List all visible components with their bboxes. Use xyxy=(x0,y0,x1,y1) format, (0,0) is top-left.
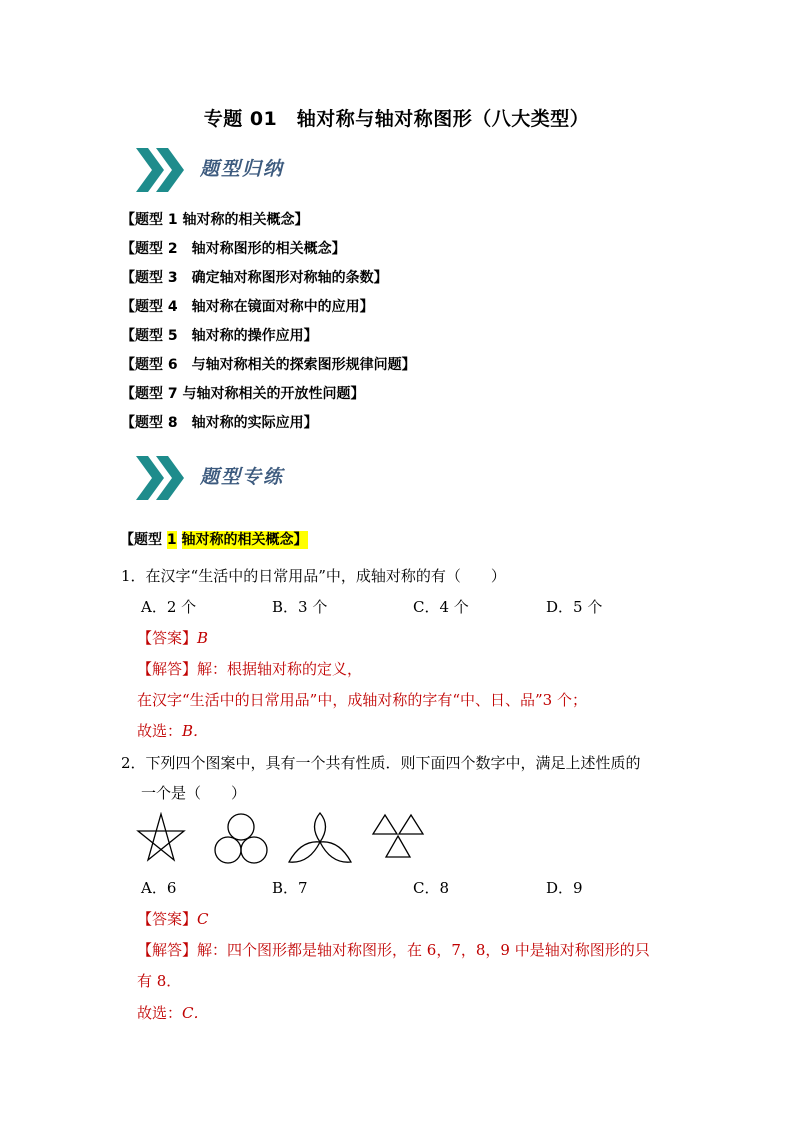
q1-solution-line-1 xyxy=(137,658,362,679)
q2-option-a: A．6 xyxy=(141,879,177,897)
q2-solution-line-2: 有 8． xyxy=(137,972,182,990)
q2-stem-line-2: 一个是（ ） xyxy=(141,784,247,802)
conclusion-value: B． xyxy=(182,722,209,740)
section-header-label: 轴对称的相关概念】 xyxy=(181,532,308,548)
q1-stem: 1．在汉字“生活中的日常用品”中，成轴对称的有（ ） xyxy=(121,567,506,585)
toc-item: 【题型 7 与轴对称相关的开放性问题】 xyxy=(121,386,365,402)
conclusion-prefix: 故选： xyxy=(137,1004,183,1022)
three-circles-icon xyxy=(212,812,270,866)
q1-answer xyxy=(137,627,208,648)
page-title: 专题 01 轴对称与轴对称图形（八大类型） xyxy=(203,108,590,130)
solution-text: 解：四个图形都是轴对称图形，在 6，7，8，9 中是轴对称图形的只 xyxy=(197,941,650,959)
solution-label: 【解答】 xyxy=(137,660,198,678)
q2-stem-line-1: 2．下列四个图案中，具有一个共有性质．则下面四个数字中，满足上述性质的 xyxy=(121,754,641,772)
double-chevron-icon xyxy=(134,450,194,506)
solution-text: 解：根据轴对称的定义， xyxy=(197,660,363,678)
conclusion-value: C． xyxy=(182,1004,209,1022)
answer-value: C xyxy=(197,910,209,928)
answer-label: 【答案】 xyxy=(137,910,198,928)
answer-label: 【答案】 xyxy=(137,629,198,647)
toc-item: 【题型 5 轴对称的操作应用】 xyxy=(121,328,318,344)
q1-solution-line-2: 在汉字“生活中的日常用品”中，成轴对称的字有“中、日、品”3 个； xyxy=(137,691,587,709)
star-icon xyxy=(136,812,186,864)
practice-banner xyxy=(134,450,364,510)
q2-conclusion xyxy=(137,1002,209,1023)
q2-solution-line-1 xyxy=(137,939,650,960)
q2-option-c: C．8 xyxy=(413,879,450,897)
answer-value: B xyxy=(197,629,209,647)
toc-item: 【题型 2 轴对称图形的相关概念】 xyxy=(121,241,346,257)
q2-option-b: B．7 xyxy=(272,879,308,897)
three-triangles-icon xyxy=(371,812,425,862)
section-header-num: 1 xyxy=(166,532,177,548)
three-leaves-icon xyxy=(287,812,353,866)
toc-item: 【题型 4 轴对称在镜面对称中的应用】 xyxy=(121,299,374,315)
summary-banner xyxy=(134,142,364,202)
q1-option-a: A．2 个 xyxy=(141,598,197,616)
toc-item: 【题型 6 与轴对称相关的探索图形规律问题】 xyxy=(121,357,416,373)
conclusion-prefix: 故选： xyxy=(137,722,183,740)
summary-banner-text: 题型归纳 xyxy=(200,158,285,180)
toc-item: 【题型 1 轴对称的相关概念】 xyxy=(121,212,309,228)
toc-item: 【题型 3 确定轴对称图形对称轴的条数】 xyxy=(121,270,388,286)
q2-answer xyxy=(137,908,209,929)
q2-option-d: D．9 xyxy=(546,879,583,897)
double-chevron-icon xyxy=(134,142,194,198)
q1-option-c: C．4 个 xyxy=(413,598,469,616)
section-header-open: 【题型 xyxy=(120,532,162,548)
solution-label: 【解答】 xyxy=(137,941,198,959)
practice-banner-text: 题型专练 xyxy=(200,466,285,488)
q1-option-d: D．5 个 xyxy=(546,598,603,616)
section-header xyxy=(120,529,308,551)
toc-item: 【题型 8 轴对称的实际应用】 xyxy=(121,415,318,431)
q1-conclusion xyxy=(137,720,208,741)
q1-option-b: B．3 个 xyxy=(272,598,328,616)
